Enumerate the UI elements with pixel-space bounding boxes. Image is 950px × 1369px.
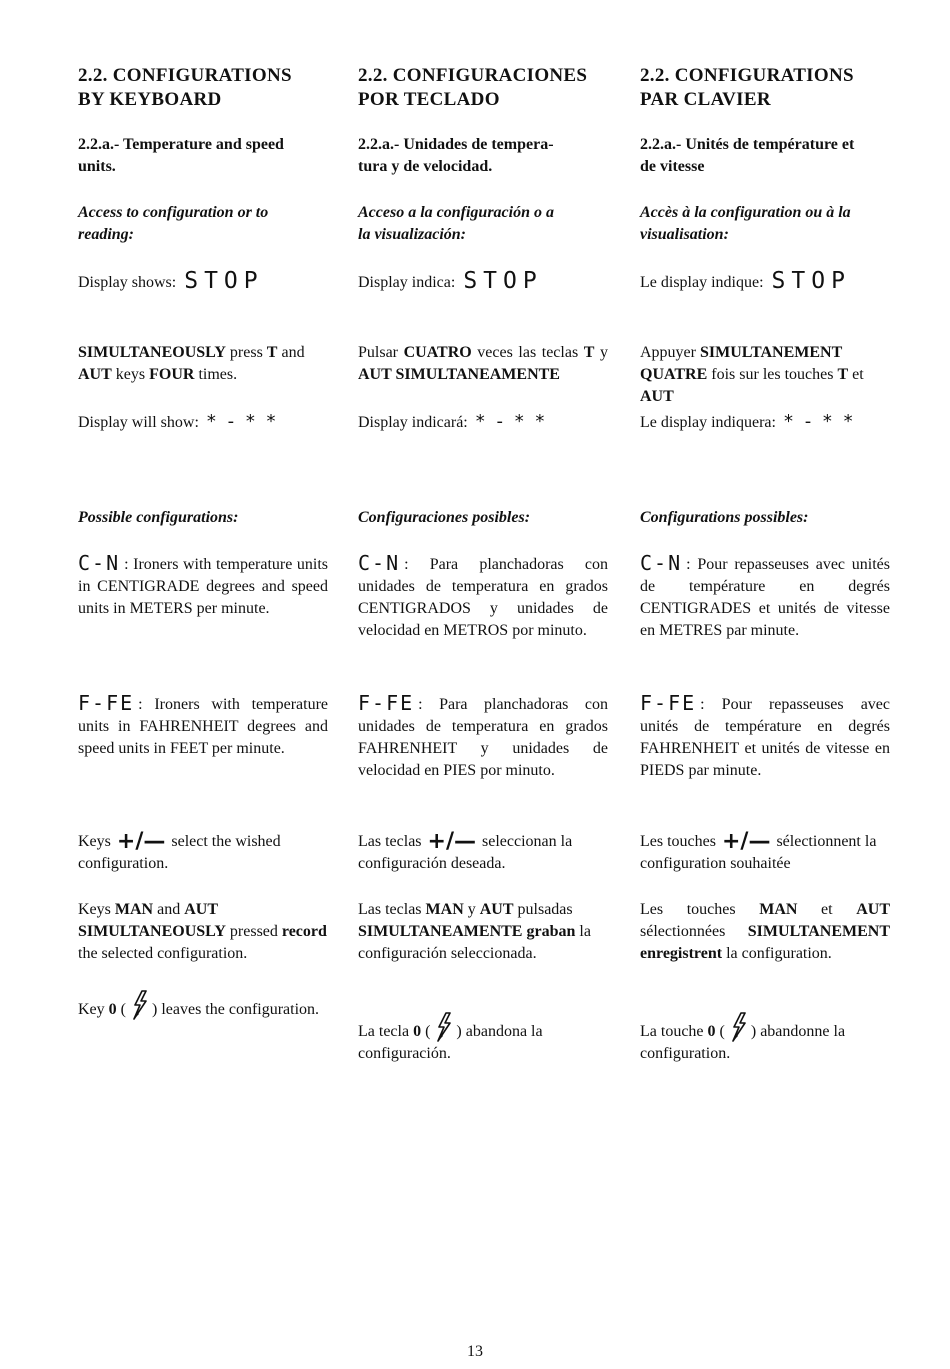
page-number: 13 xyxy=(467,1343,483,1360)
key-zero: 0 xyxy=(413,1023,422,1040)
leave-pre: La tecla xyxy=(358,1023,410,1040)
heading-line: 2.2. CONFIGURATIONS xyxy=(640,65,854,86)
display-shows-line xyxy=(358,270,608,294)
config-ffe-description xyxy=(78,692,328,760)
possible-configurations-title: Possible configurations: xyxy=(78,509,239,526)
leave-post: leaves the configuration. xyxy=(161,1001,320,1018)
bold-run: AUT xyxy=(78,366,112,383)
paren-open: ( xyxy=(120,1001,126,1018)
press-keys-instruction xyxy=(358,342,608,386)
text-run: pulsadas xyxy=(513,901,573,918)
config-ffe-description xyxy=(358,692,608,782)
keys-select-instruction xyxy=(640,831,890,875)
bold-run: FOUR xyxy=(149,366,195,383)
text-run: et xyxy=(848,366,864,383)
display-will-show-label: Display indicará: xyxy=(358,414,468,431)
code-f-fe: F-FE xyxy=(640,691,697,715)
display-will-show-line xyxy=(78,411,328,434)
text-run: fois sur les touches xyxy=(707,366,838,383)
text-run: keys xyxy=(111,366,150,383)
text-run: Appuyer xyxy=(640,344,700,361)
config-cn-description xyxy=(640,552,890,642)
text-run: Keys xyxy=(78,901,115,918)
text-run: la configuración seleccionada. xyxy=(358,923,591,962)
subheading-line: 2.2.a.- Temperature and speed xyxy=(78,136,284,153)
access-line: Acceso a la configuración o a xyxy=(358,204,554,221)
text-run: times. xyxy=(194,366,238,383)
bold-run: AUT xyxy=(640,388,674,405)
leave-post: abandonne la configuration. xyxy=(640,1023,846,1062)
access-instructions xyxy=(640,202,890,246)
press-keys-instruction xyxy=(640,342,890,408)
bold-run: record xyxy=(281,923,327,940)
heading-line: BY KEYBOARD xyxy=(78,89,222,110)
access-line: la visualización: xyxy=(358,226,467,243)
plus-minus-keys: +/— xyxy=(427,829,476,854)
ffe-text: : Ironers with temperature units in FAHRENHEIT degrees and speed units in FEET per minute. xyxy=(78,696,328,757)
text-run: sélectionnées xyxy=(640,923,748,940)
press-keys-instruction xyxy=(78,342,328,386)
display-shows-label: Display indica: xyxy=(358,274,456,291)
display-shows-label: Le display indique: xyxy=(640,274,764,291)
lightning-bolt-icon xyxy=(728,1012,748,1042)
possible-configurations-title: Configuraciones posibles: xyxy=(358,509,531,526)
column-french xyxy=(640,0,890,1369)
plus-minus-keys: +/— xyxy=(721,829,771,854)
column-english xyxy=(78,0,328,1369)
text-run: Las teclas xyxy=(358,901,426,918)
text-run: the selected configuration. xyxy=(78,945,248,962)
subheading-line: de vitesse xyxy=(640,158,705,175)
code-f-fe: F-FE xyxy=(358,691,415,715)
display-code-stars: * - * * xyxy=(475,411,548,432)
display-shows-label: Display shows: xyxy=(78,274,177,291)
record-text xyxy=(78,901,327,962)
keys-select-instruction xyxy=(358,831,608,875)
bold-run: SIMULTANEOUSLY xyxy=(78,923,226,940)
display-shows-line xyxy=(640,270,890,294)
leave-configuration-instruction xyxy=(358,1012,608,1065)
text-run: Les touches xyxy=(640,901,760,918)
paren-open: ( xyxy=(719,1023,725,1040)
bold-run: AUT SIMULTANEAMENTE xyxy=(358,366,560,383)
leave-configuration-instruction xyxy=(78,990,328,1021)
bold-run: AUT xyxy=(184,901,218,918)
cn-text: : Para planchadoras con unidades de temperatura en grados CENTIGRADOS y unidades de velocidad en METROS por minuto. xyxy=(358,556,608,639)
subheading-line: units. xyxy=(78,158,116,175)
access-line: reading: xyxy=(78,226,134,243)
press-keys-text xyxy=(358,344,608,383)
subheading-line: 2.2.a.- Unités de température et xyxy=(640,136,855,153)
bold-run: T xyxy=(837,366,849,383)
bold-run: MAN xyxy=(114,901,154,918)
bold-run: AUT xyxy=(856,901,890,918)
bold-run: T xyxy=(583,344,595,361)
text-run: and xyxy=(277,344,305,361)
keys-select-instruction xyxy=(78,831,328,875)
display-will-show-line xyxy=(640,411,890,434)
display-code-stars: * - * * xyxy=(783,411,856,432)
paren-close: ) xyxy=(750,1023,757,1040)
section-heading xyxy=(78,64,328,112)
text-run: press xyxy=(225,344,267,361)
text-run: et xyxy=(797,901,857,918)
text-run: y xyxy=(594,344,609,361)
bold-run: MAN xyxy=(759,901,798,918)
display-will-show-label: Le display indiquera: xyxy=(640,414,776,431)
plus-minus-keys: +/— xyxy=(116,829,166,854)
press-keys-text xyxy=(78,344,305,383)
bold-run: SIMULTANEAMENTE graban xyxy=(358,923,576,940)
cn-text: : Ironers with temperature units in CENTIGRADE degrees and speed units in METERS per minute. xyxy=(78,556,328,617)
code-f-fe: F-FE xyxy=(78,691,135,715)
config-cn-description xyxy=(78,552,328,620)
lightning-bolt-icon xyxy=(129,990,149,1020)
cn-text: : Pour repasseuses avec unités de température en degrés CENTIGRADES et unités de vitesse en METRES par minute. xyxy=(640,556,890,639)
text-run: Pulsar xyxy=(358,344,404,361)
press-keys-text xyxy=(640,344,864,405)
leave-pre: La touche xyxy=(640,1023,704,1040)
text-run: la configuration. xyxy=(722,945,832,962)
paren-open: ( xyxy=(425,1023,431,1040)
keys-post: seleccionan la configuración deseada. xyxy=(358,833,573,872)
ffe-text: : Para planchadoras con unidades de temperatura en grados FAHRENHEIT y unidades de velocidad en PIES por minuto. xyxy=(358,696,608,779)
section-heading xyxy=(358,64,608,112)
subheading-line: 2.2.a.- Unidades de tempera- xyxy=(358,136,554,153)
keys-post: select the wished configuration. xyxy=(78,833,281,872)
subheading-line: tura y de velocidad. xyxy=(358,158,493,175)
record-instruction xyxy=(358,899,608,965)
keys-pre: Keys xyxy=(78,833,111,850)
access-line: Accès à la configuration ou à la xyxy=(640,204,851,221)
heading-line: POR TECLADO xyxy=(358,89,500,110)
subsection-heading xyxy=(78,134,328,178)
section-heading xyxy=(640,64,890,112)
keys-pre: Les touches xyxy=(640,833,716,850)
subsection-heading xyxy=(358,134,608,178)
leave-pre: Key xyxy=(78,1001,105,1018)
code-c-n: C-N xyxy=(640,551,683,575)
subsection-heading xyxy=(640,134,890,178)
bold-run: AUT xyxy=(479,901,514,918)
heading-line: PAR CLAVIER xyxy=(640,89,771,110)
display-will-show-line xyxy=(358,411,608,434)
key-zero: 0 xyxy=(707,1023,716,1040)
display-code-stop: STOP xyxy=(184,268,264,294)
code-c-n: C-N xyxy=(358,551,401,575)
display-code-stars: * - * * xyxy=(206,411,279,432)
access-instructions xyxy=(78,202,328,246)
display-shows-line xyxy=(78,270,328,294)
display-code-stop: STOP xyxy=(771,268,851,294)
text-run: veces las teclas xyxy=(471,344,584,361)
config-ffe-description xyxy=(640,692,890,782)
ffe-text: : Pour repasseuses avec unités de température en degrés FAHRENHEIT et unités de vitesse en PIEDS par minute. xyxy=(640,696,890,779)
record-instruction xyxy=(640,899,890,965)
access-line: visualisation: xyxy=(640,226,729,243)
text-run: and xyxy=(153,901,185,918)
bold-run: T xyxy=(266,344,278,361)
column-spanish xyxy=(358,0,608,1369)
leave-post: abandona la configuración. xyxy=(358,1023,543,1062)
text-run: y xyxy=(463,901,480,918)
record-text xyxy=(358,901,591,962)
access-instructions xyxy=(358,202,608,246)
bold-run: MAN xyxy=(425,901,464,918)
key-zero: 0 xyxy=(108,1001,117,1018)
record-instruction xyxy=(78,899,328,965)
record-text xyxy=(640,901,890,962)
lightning-bolt-icon xyxy=(433,1012,453,1042)
paren-close: ) xyxy=(151,1001,158,1018)
bold-run: SIMULTANEMENT enregistrent xyxy=(640,923,890,962)
possible-configurations-title: Configurations possibles: xyxy=(640,509,809,526)
keys-pre: Las teclas xyxy=(358,833,422,850)
bold-run: SIMULTANEOUSLY xyxy=(78,344,226,361)
access-line: Access to configuration or to xyxy=(78,204,269,221)
keys-post: sélectionnent la configuration souhaitée xyxy=(640,833,877,872)
display-code-stop: STOP xyxy=(463,268,543,294)
code-c-n: C-N xyxy=(78,551,121,575)
config-cn-description xyxy=(358,552,608,642)
leave-configuration-instruction xyxy=(640,1012,890,1065)
text-run: pressed xyxy=(225,923,282,940)
heading-line: 2.2. CONFIGURACIONES xyxy=(358,65,588,86)
bold-run: SIMULTANEMENT QUATRE xyxy=(640,344,842,383)
paren-close: ) xyxy=(456,1023,462,1040)
heading-line: 2.2. CONFIGURATIONS xyxy=(78,65,292,86)
display-will-show-label: Display will show: xyxy=(78,414,199,431)
bold-run: CUATRO xyxy=(403,344,472,361)
